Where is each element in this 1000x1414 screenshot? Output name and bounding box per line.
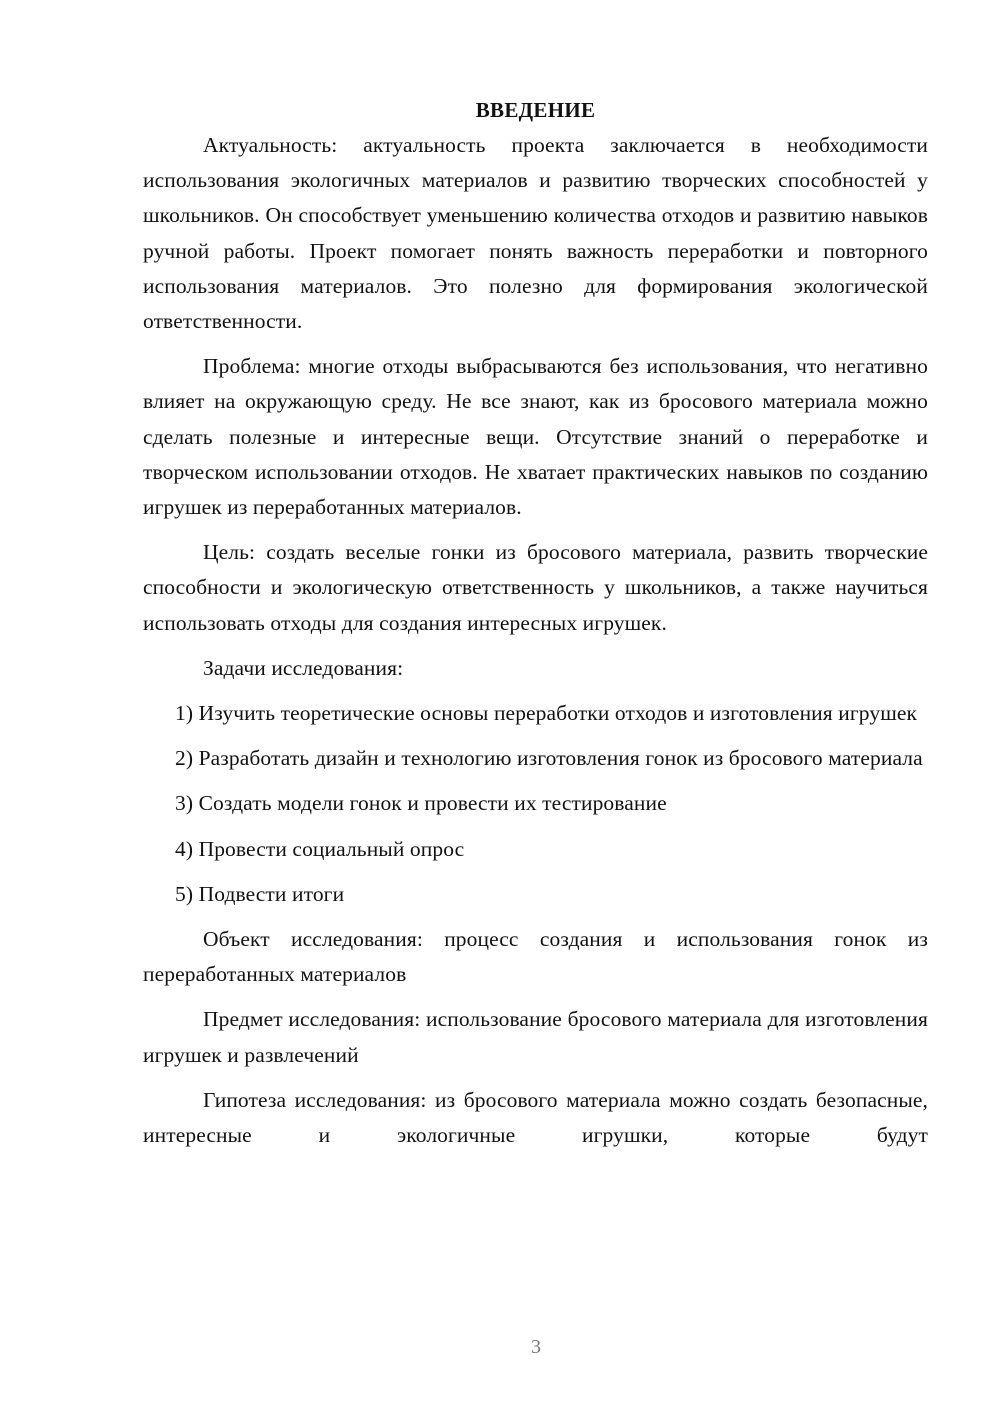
task-item-4: 4) Провести социальный опрос bbox=[175, 836, 465, 861]
page-number: 3 bbox=[531, 1336, 541, 1358]
problem-paragraph: Проблема: многие отходы выбрасываются без использования, что негативно влияет на окружающую среду. Не все знают, как из бросового материала можно сделать полезные и интересные вещи. Отсутствие знаний о переработке и творческом использовании отходов. Не хватает практических навыков по созданию игрушек из переработанных материалов. bbox=[143, 354, 928, 520]
task-item-3: 3) Создать модели гонок и провести их тестирование bbox=[175, 791, 667, 816]
goal-paragraph: Цель: создать веселые гонки из бросового материала, развить творческие способности и экологическую ответственность у школьников, а также научиться использовать отходы для создания интересных игрушек. bbox=[143, 540, 928, 635]
subject-paragraph: Предмет исследования: использование бросового материала для изготовления игрушек и развлечений bbox=[143, 1007, 928, 1067]
object-paragraph: Объект исследования: процесс создания и использования гонок из переработанных материалов bbox=[143, 927, 928, 987]
task-item-2: 2) Разработать дизайн и технологию изготовления гонок из бросового материала bbox=[175, 746, 923, 771]
tasks-title: Задачи исследования: bbox=[203, 655, 404, 680]
relevance-paragraph: Актуальность: актуальность проекта заключается в необходимости использования экологичных материалов и развитию творческих способностей у школьников. Он способствует уменьшению количества отходов и развитию навыков ручной работы. Проект помогает понять важность переработки и повторного использования материалов. Это полезно для формирования экологической ответственности. bbox=[143, 133, 928, 334]
task-item-1: 1) Изучить теоретические основы переработки отходов и изготовления игрушек bbox=[175, 701, 918, 726]
task-item-5: 5) Подвести итоги bbox=[175, 881, 345, 906]
page-content bbox=[143, 94, 928, 1153]
hypothesis-paragraph: Гипотеза исследования: из бросового материала можно создать безопасные, интересные и экологичные игрушки, которые будут bbox=[143, 1087, 928, 1148]
section-heading: ВВЕДЕНИЕ bbox=[475, 98, 596, 122]
